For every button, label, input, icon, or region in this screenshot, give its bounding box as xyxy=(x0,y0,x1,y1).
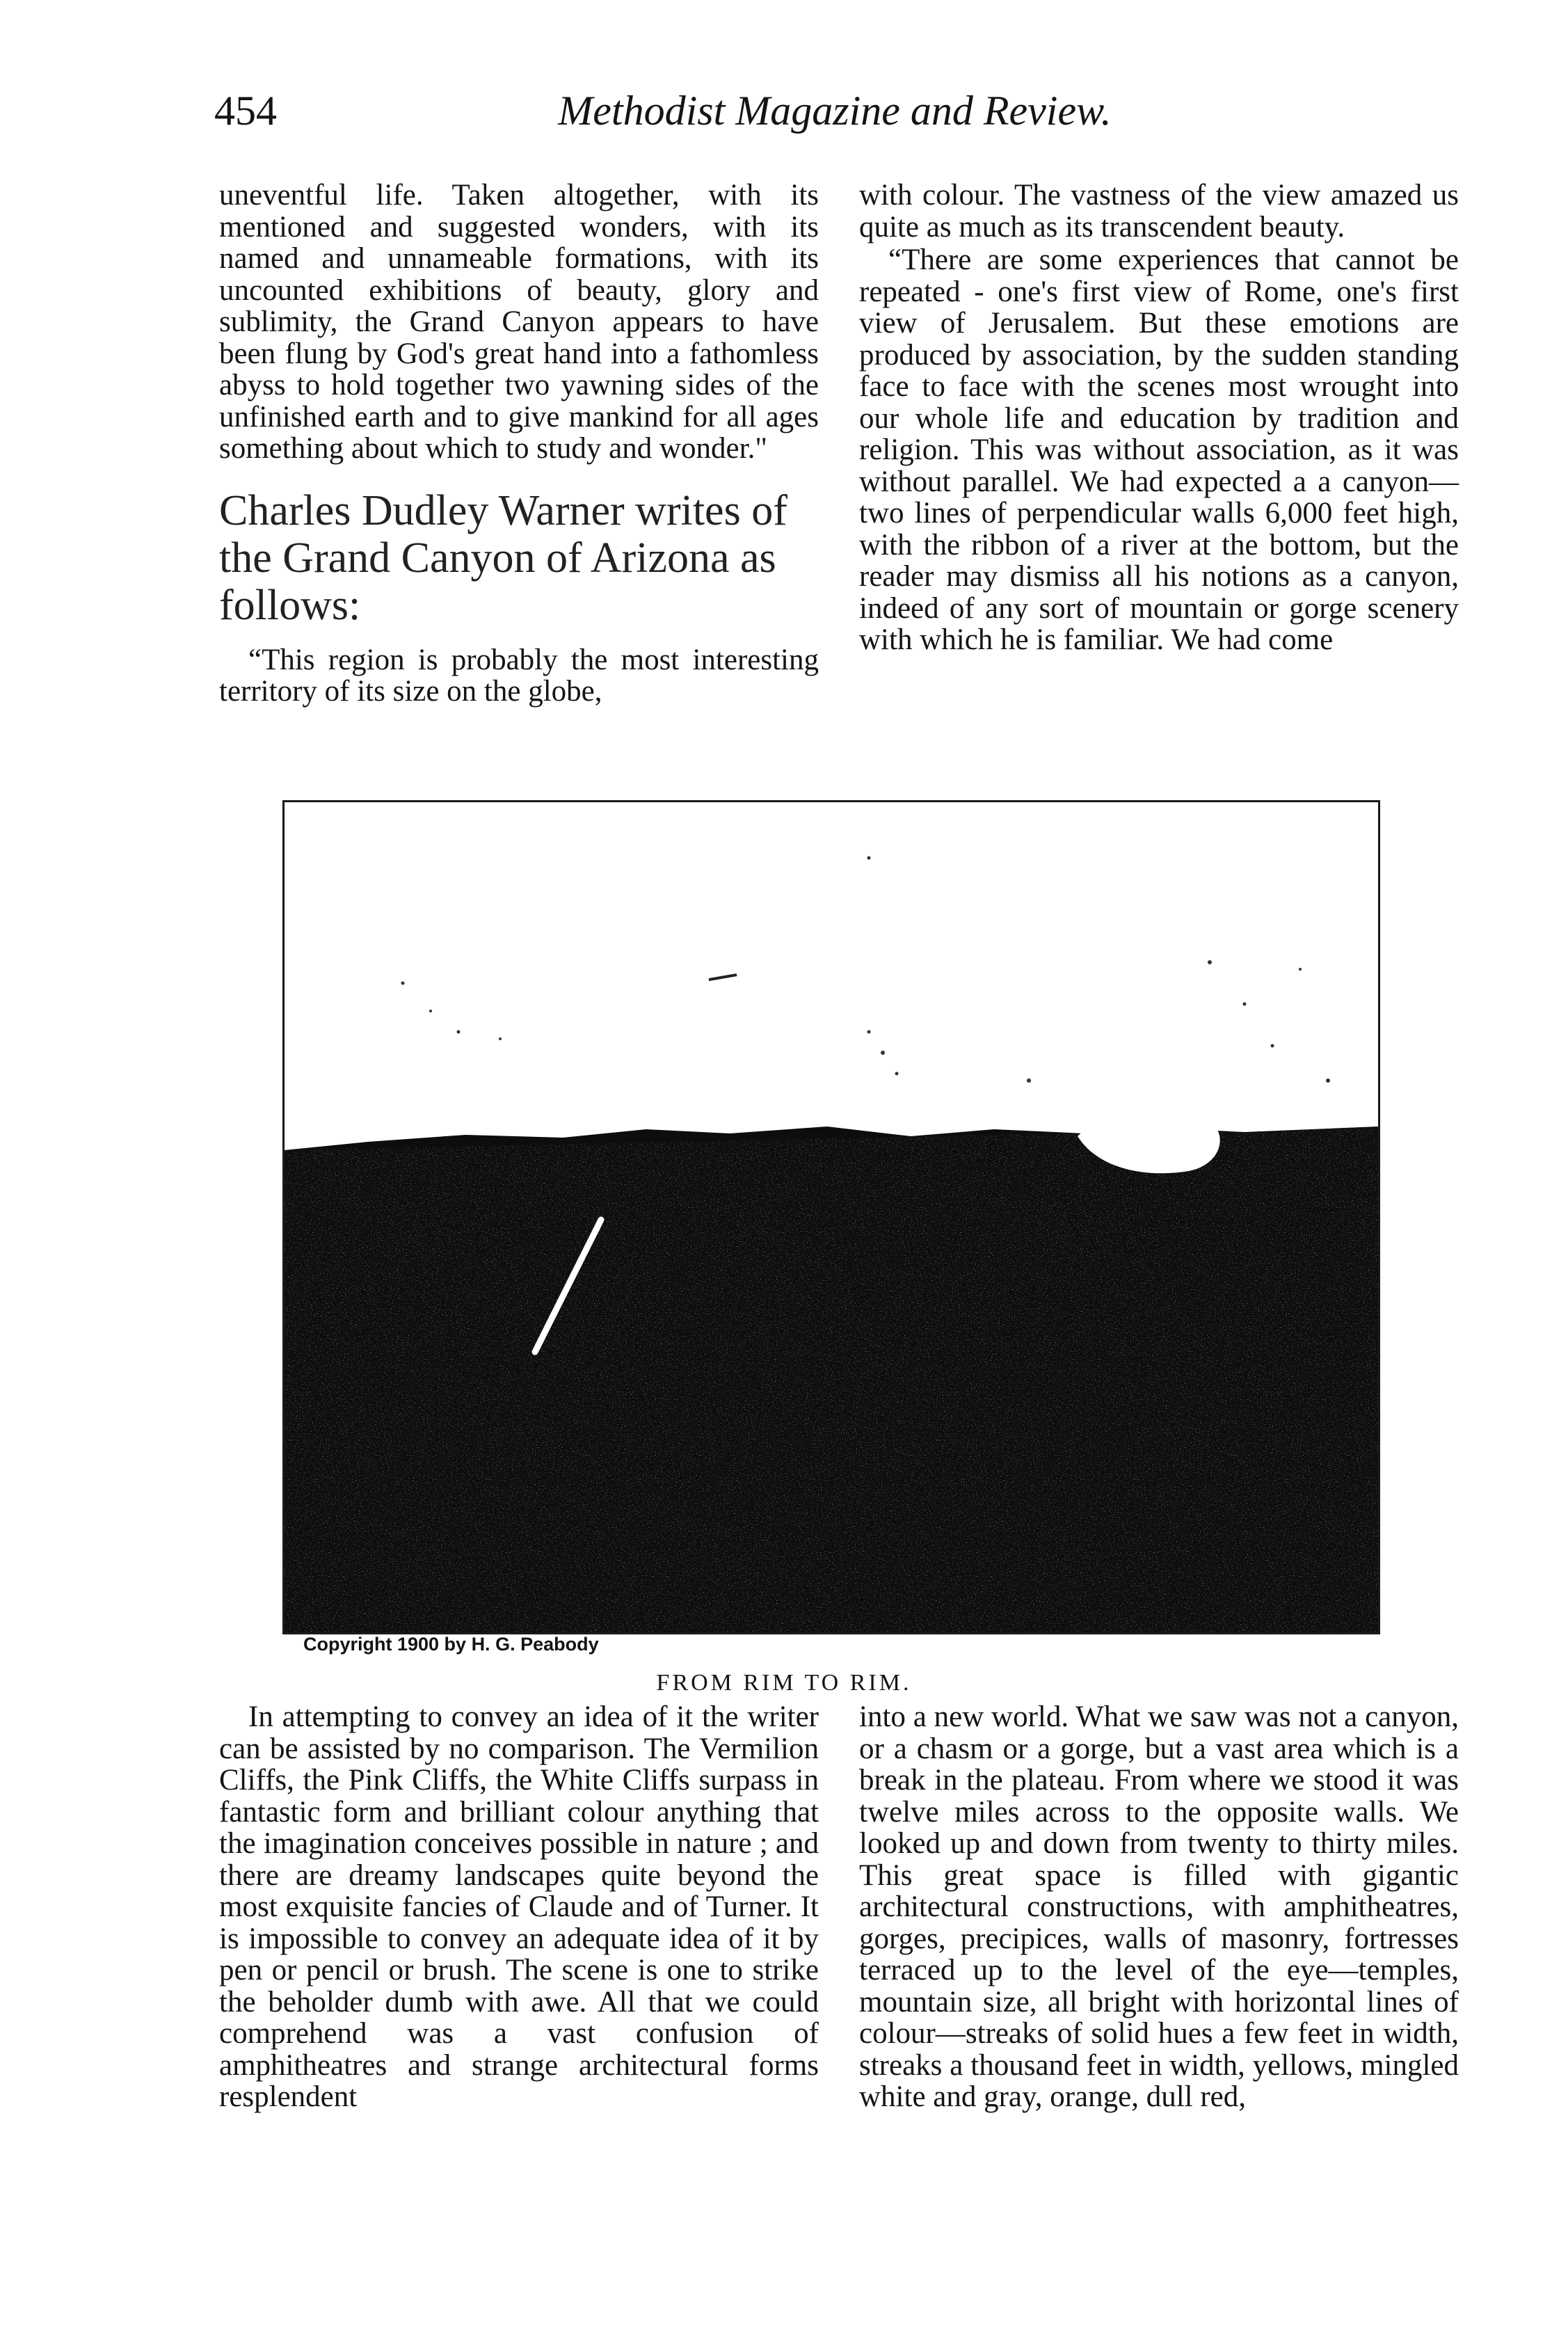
paragraph: “This region is probably the most interesting territory of its size on the globe, xyxy=(219,643,819,708)
right-column-top xyxy=(859,180,1459,656)
paragraph: uneventful life. Taken altogether, with its mentioned and suggested wonders, with its named and unnameable formations, with its uncounted exhibitions of beauty, glory and sublimity, the Grand Canyon appears to have been flung by God's great hand into a fathomless abyss to hold together two yawning sides of the unfinished earth and to give mankind for all ages something about which to study and wonder." xyxy=(219,179,819,465)
figure-caption: FROM RIM TO RIM. xyxy=(656,1670,912,1696)
lead-in-line: the Grand Canyon of Arizona as xyxy=(219,534,776,582)
page-header xyxy=(209,80,1461,143)
page-number: 454 xyxy=(214,88,277,134)
right-column-bottom xyxy=(859,1701,1459,2113)
canyon-photograph xyxy=(282,800,1380,1634)
lead-in-line: Charles Dudley Warner writes of xyxy=(219,486,787,534)
lead-in-line: follows: xyxy=(219,581,361,629)
left-column-top xyxy=(219,180,819,708)
paragraph: “There are some experiences that cannot be repeated - one's first view of Rome, one's first view of Jerusalem. But these emotions are produced by association, by the sudden standing face to face with the scenes most wrought into our whole life and education by tradition and religion. This was without association, as it was without parallel. We had expected a a canyon—two lines of perpendicular walls 6,000 feet high, with the ribbon of a river at the bottom, but the reader may dismiss all his notions as a canyon, indeed of any sort of mountain or gorge scenery with which he is familiar. We had come xyxy=(859,244,1459,656)
paragraph: into a new world. What we saw was not a canyon, or a chasm or a gorge, but a vast area which is a break in the plateau. From where we stood it was twelve miles across to the opposite walls. We looked up and down from twenty to thirty miles. This great space is filled with gigantic architectural constructions, with amphitheatres, gorges, precipices, walls of masonry, fortresses terraced up to the level of the eye—temples, mountain size, all bright with horizontal lines of colour—streaks of solid hues a few feet in width, streaks a thousand feet in width, yellows, mingled white and gray, orange, dull red, xyxy=(859,1701,1459,2113)
paragraph: In attempting to convey an idea of it the writer can be assisted by no comparison. The Vermilion Cliffs, the Pink Cliffs, the White Cliffs surpass in fantastic form and brilliant colour anything that the imagination conceives possible in nature ; and there are dreamy landscapes quite beyond the most exquisite fancies of Claude and of Turner. It is impossible to convey an adequate idea of it by pen or pencil or brush. The scene is one to strike the beholder dumb with awe. All that we could comprehend was a vast confusion of amphitheatres and strange architectural forms resplendent xyxy=(219,1701,819,2113)
lead-in-heading xyxy=(219,487,819,629)
canyon-photo-illustration xyxy=(285,802,1378,1632)
photo-credit: Copyright 1900 by H. G. Peabody xyxy=(303,1634,599,1655)
paragraph: with colour. The vastness of the view amazed us quite as much as its transcendent beauty. xyxy=(859,179,1459,244)
left-column-bottom xyxy=(219,1701,819,2113)
running-title: Methodist Magazine and Review. xyxy=(558,88,1112,134)
